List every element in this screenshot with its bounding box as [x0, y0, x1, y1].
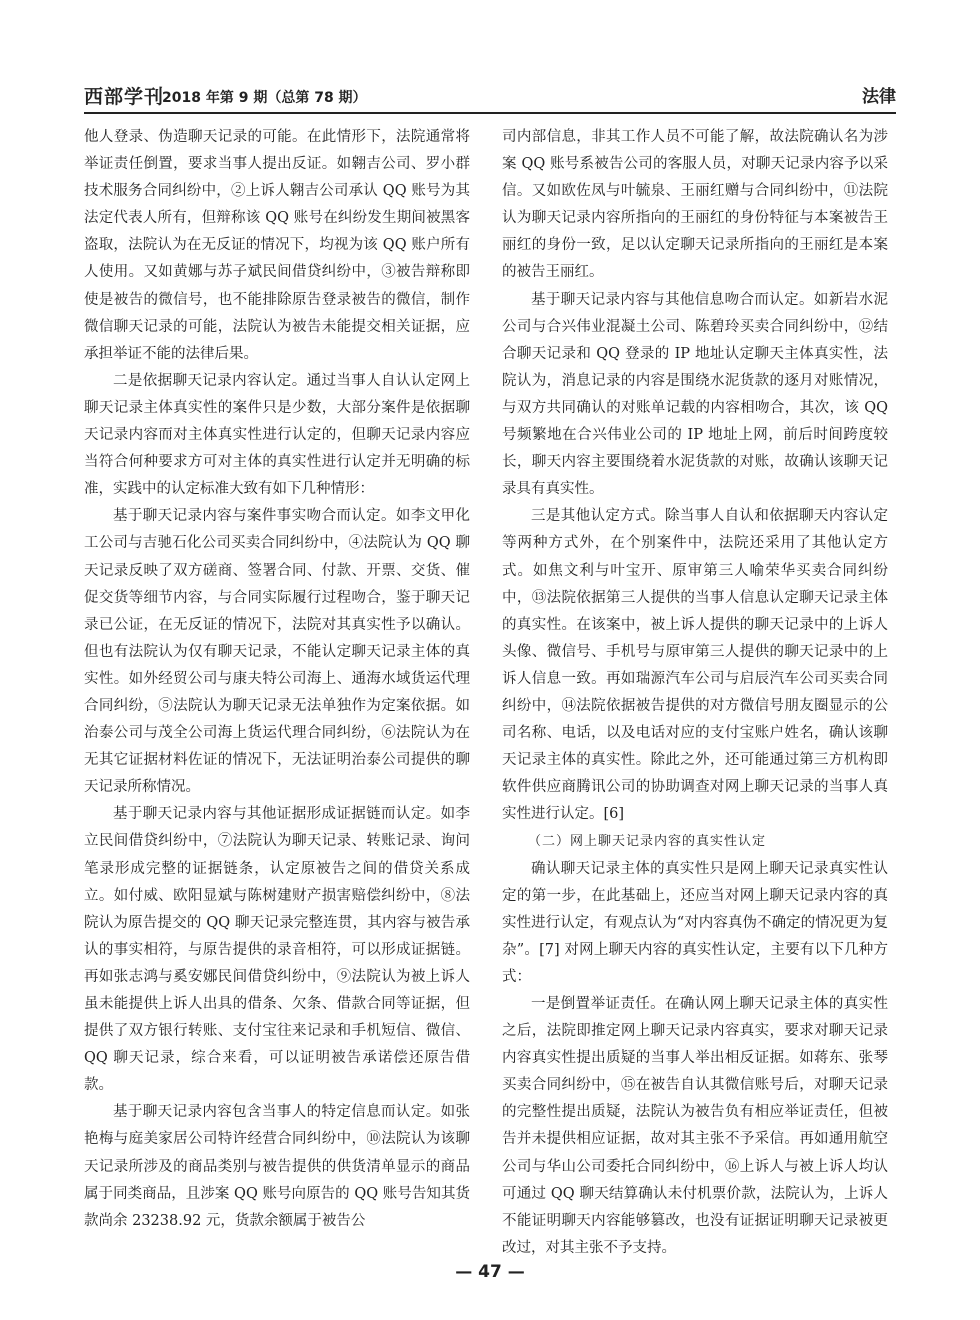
paragraph: 基于聊天记录内容包含当事人的特定信息而认定。如张艳梅与庭美家居公司特许经营合同纠纷中，⑩法院认为该聊天记录所涉及的商品类别与被告提供的供货清单显示的商品属于同类商品，且涉案 QQ 账号向原告的 QQ 账号告知其货款尚余 23238.92 元，货款余额属于被告公: [84, 1104, 470, 1229]
paragraph: 司内部信息，非其工作人员不可能了解，故法院确认名为涉案 QQ 账号系被告公司的客服人员，对聊天记录内容予以采信。又如欧佐凤与叶毓泉、王丽红赠与合同纠纷中，⑪法院认为聊天记录内容所指向的王丽红的身份特征与本案被告王丽红的身份一致，足以认定聊天记录所指向的王丽红是本案的被告王丽红。: [502, 129, 888, 281]
right-column: [502, 124, 888, 1262]
paragraph: 基于聊天记录内容与案件事实吻合而认定。如李文甲化工公司与吉驰石化公司买卖合同纠纷中，④法院认为 QQ 聊天记录反映了双方磋商、签署合同、付款、开票、交货、催促交货等细节内容，与合同实际履行过程吻合，鉴于聊天记录已公证，在无反证的情况下，法院对其真实性予以确认。但也有法院认为仅有聊天记录，不能认定聊天记录主体的真实性。如外经贸公司与康夫特公司海上、通海水域货运代理合同纠纷，⑤法院认为聊天记录无法单独作为定案依据。如治泰公司与茂全公司海上货运代理合同纠纷，⑥法院认为在无其它证据材料佐证的情况下，无法证明治泰公司提供的聊天记录所称情况。: [84, 508, 470, 796]
paragraph: 三是其他认定方式。除当事人自认和依据聊天内容认定等两种方式外，在个别案件中，法院还采用了其他认定方式。如焦文利与叶宝开、原审第三人喻荣华买卖合同纠纷中，⑬法院依据第三人提供的当事人信息认定聊天记录主体的真实性。在该案中，被上诉人提供的聊天记录中的上诉人头像、微信号、手机号与原审第三人提供的聊天记录中的上诉人信息一致。再如瑞源汽车公司与启辰汽车公司买卖合同纠纷中，⑭法院依据被告提供的对方微信号朋友圈显示的公司名称、电话，以及电话对应的支付宝账户姓名，确认该聊天记录主体的真实性。除此之外，还可能通过第三方机构即软件供应商腾讯公司的协助调查对网上聊天记录的当事人真实性进行认定。[6]: [502, 508, 888, 823]
paragraph: 他人登录、伪造聊天记录的可能。在此情形下，法院通常将举证责任倒置，要求当事人提出反证。如翱吉公司、罗小群技术服务合同纠纷中，②上诉人翱吉公司承认 QQ 账号为其法定代表人所有，但辩称该 QQ 账号在纠纷发生期间被黑客盗取，法院认为在无反证的情况下，均视为该 QQ 账户所有人使用。又如黄娜与苏子斌民间借贷纠纷中，③被告辩称即使是被告的微信号，也不能排除原告登录被告的微信，制作微信聊天记录的可能，法院认为被告未能提交相关证据，应承担举证不能的法律后果。: [84, 129, 470, 362]
left-column: [84, 124, 470, 1235]
running-header: [84, 84, 896, 114]
paragraph: 一是倒置举证责任。在确认网上聊天记录主体的真实性之后，法院即推定网上聊天记录内容真实，要求对聊天记录内容真实性提出质疑的当事人举出相反证据。如蒋东、张琴买卖合同纠纷中，⑮在被告自认其微信账号后，对聊天记录的完整性提出质疑，法院认为被告负有相应举证责任，但被告并未提供相应证据，故对其主张不予采信。再如通用航空公司与华山公司委托合同纠纷中，⑯上诉人与被上诉人均认可通过 QQ 聊天结算确认未付机票价款，法院认为，上诉人不能证明聊天内容能够篡改，也没有证据证明聊天记录被更改过，对其主张不予支持。: [502, 996, 888, 1256]
paragraph: 基于聊天记录内容与其他证据形成证据链而认定。如李立民间借贷纠纷中，⑦法院认为聊天记录、转账记录、询问笔录形成完整的证据链条，认定原被告之间的借贷关系成立。如付威、欧阳显斌与陈树建财产损害赔偿纠纷中，⑧法院认为原告提交的 QQ 聊天记录完整连贯，其内容与被告承认的事实相符，与原告提供的录音相符，可以形成证据链。再如张志鸿与奚安娜民间借贷纠纷中，⑨法院认为被上诉人虽未能提供上诉人出具的借条、欠条、借款合同等证据，但提供了双方银行转账、支付宝往来记录和手机短信、微信、QQ 聊天记录，综合来看，可以证明被告承诺偿还原告借款。: [84, 806, 470, 1094]
paragraph: 二是依据聊天记录内容认定。通过当事人自认认定网上聊天记录主体真实性的案件只是少数，大部分案件是依据聊天记录内容而对主体真实性进行认定的，但聊天记录内容应当符合何种要求方可对主体的真实性进行认定并无明确的标准，实践中的认定标准大致有如下几种情形：: [84, 372, 470, 498]
paragraph: 确认聊天记录主体的真实性只是网上聊天记录真实性认定的第一步，在此基础上，还应当对网上聊天记录内容的真实性进行认定，有观点认为“对内容真伪不确定的情况更为复杂”。[7] 对网上聊天内容的真实性认定，主要有以下几种方式：: [502, 860, 888, 985]
section-label: 法律: [862, 87, 896, 107]
paragraph: 基于聊天记录内容与其他信息吻合而认定。如新岩水泥公司与合兴伟业混凝土公司、陈碧玲买卖合同纠纷中，⑫结合聊天记录和 QQ 登录的 IP 地址认定聊天主体真实性，法院认为，消息记录的内容是围绕水泥货款的逐月对账情况，与双方共同确认的对账单记载的内容相吻合，其次，该 QQ 号频繁地在合兴伟业公司的 IP 地址上网，前后时间跨度较长，聊天内容主要围绕着水泥货款的对账，故确认该聊天记录具有真实性。: [502, 291, 888, 498]
page-number: — 47 —: [455, 1262, 525, 1282]
journal-name: 西部学刊: [84, 86, 165, 108]
subsection-heading: （二）网上聊天记录内容的真实性认定: [528, 834, 767, 850]
issue-info: 2018 年第 9 期（总第 78 期）: [162, 90, 367, 106]
